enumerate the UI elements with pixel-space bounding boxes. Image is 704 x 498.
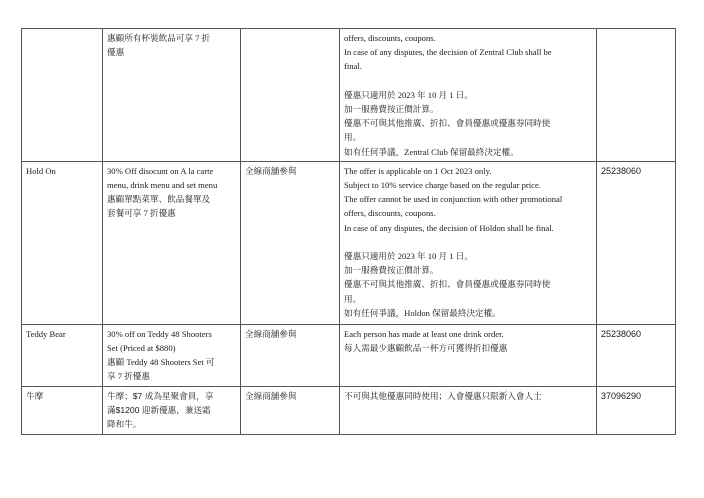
terms-zh-line: 不可與其他優惠同時使用；入會優惠只限新入會人士 (344, 390, 542, 401)
terms-zh-line: 如有任何爭議，Zentral Club 保留最終決定權。 (344, 146, 519, 157)
terms-zh-line: 優惠只適用於 2023 年 10 月 1 日。 (344, 89, 473, 100)
offer-cell (103, 161, 241, 324)
terms-en-line: The offer is applicable on 1 Oct 2023 only. (344, 165, 492, 176)
phone-cell (597, 324, 676, 386)
offer-line: 優惠 (107, 47, 125, 58)
branches-text: 全線商舖參與 (245, 165, 297, 176)
merchant-name: Hold On (26, 165, 56, 176)
offer-line: 套餐可享 7 折優惠 (107, 208, 176, 219)
terms-cell (340, 161, 597, 324)
merchant-name-cell (22, 29, 103, 162)
offer-line: 滿$1200 迎新優惠，兼送霜 (107, 404, 211, 415)
merchant-name-cell (22, 324, 103, 386)
terms-zh-line: 優惠不可與其他推廣、折扣、會員優惠或優惠券同時使 (344, 118, 551, 129)
terms-cell (340, 29, 597, 162)
terms-zh-line: 優惠不可與其他推廣、折扣、會員優惠或優惠券同時使 (344, 279, 551, 290)
offer-cell (103, 29, 241, 162)
merchant-name: Teddy Bear (26, 328, 66, 339)
terms-zh-line: 如有任何爭議，Holdon 保留最終決定權。 (344, 307, 501, 318)
offer-line: 降和牛。 (107, 419, 142, 430)
table-row (22, 29, 676, 162)
table-row (22, 161, 676, 324)
phone-number: 25238060 (601, 328, 642, 339)
terms-zh-line: 用。 (344, 132, 362, 143)
terms-zh-line: 加一服務費按正價計算。 (344, 265, 439, 276)
offers-table (21, 28, 676, 435)
phone-number: 37096290 (601, 390, 642, 401)
terms-spacer (344, 74, 592, 88)
terms-en-line: The offer cannot be used in conjunction with other promotional (344, 194, 563, 205)
terms-en-line: offers, discounts, coupons. (344, 33, 436, 43)
offer-line: menu, drink menu and set menu (107, 180, 218, 191)
phone-cell (597, 29, 676, 162)
phone-cell (597, 161, 676, 324)
branches-cell (241, 386, 340, 434)
terms-cell (340, 386, 597, 434)
terms-en-line: In case of any disputes, the decision of Holdon shall be final. (344, 222, 554, 233)
offers-table-body (22, 29, 676, 435)
branches-cell (241, 324, 340, 386)
branches-cell (241, 161, 340, 324)
terms-en-line: offers, discounts, coupons. (344, 208, 436, 219)
terms-en-line: In case of any disputes, the decision of Zentral Club shall be (344, 47, 552, 58)
terms-spacer (344, 235, 592, 249)
offer-line: 牛摩；$7 成為星聚會員，享 (107, 390, 214, 401)
offer-line: 惠顧 Teddy 48 Shooters Set 可 (107, 357, 215, 368)
branches-text: 全線商舖參與 (245, 390, 297, 401)
terms-en-line: Subject to 10% service charge based on the regular price. (344, 180, 541, 191)
terms-zh-line: 每人需最少惠顧飲品一杯方可獲得折扣優惠 (344, 343, 508, 354)
branches-text: 全線商舖參與 (245, 328, 297, 339)
terms-zh-line: 用。 (344, 293, 362, 304)
offer-line: 30% Off disocunt on A la carte (107, 165, 214, 176)
offer-line: 惠顧所有杯裝飲品可享 7 折 (107, 33, 211, 43)
terms-cell (340, 324, 597, 386)
terms-en-line: final. (344, 61, 362, 72)
terms-zh-line: 優惠只適用於 2023 年 10 月 1 日。 (344, 251, 473, 262)
offer-line: 享 7 折優惠 (107, 371, 150, 382)
offer-cell (103, 324, 241, 386)
offer-line: 30% off on Teddy 48 Shooters (107, 328, 212, 339)
merchant-name-cell (22, 161, 103, 324)
branches-cell (241, 29, 340, 162)
offer-line: Set (Priced at $880) (107, 343, 176, 354)
table-row (22, 386, 676, 434)
phone-number: 25238060 (601, 165, 642, 176)
merchant-name: 牛摩 (26, 390, 44, 401)
offer-line: 惠顧單點菜單、飲品餐單及 (107, 194, 211, 205)
merchant-name-cell (22, 386, 103, 434)
terms-en-line: Each person has made at least one drink order. (344, 328, 504, 339)
offer-cell (103, 386, 241, 434)
phone-cell (597, 386, 676, 434)
terms-zh-line: 加一服務費按正價計算。 (344, 104, 439, 114)
table-row (22, 324, 676, 386)
